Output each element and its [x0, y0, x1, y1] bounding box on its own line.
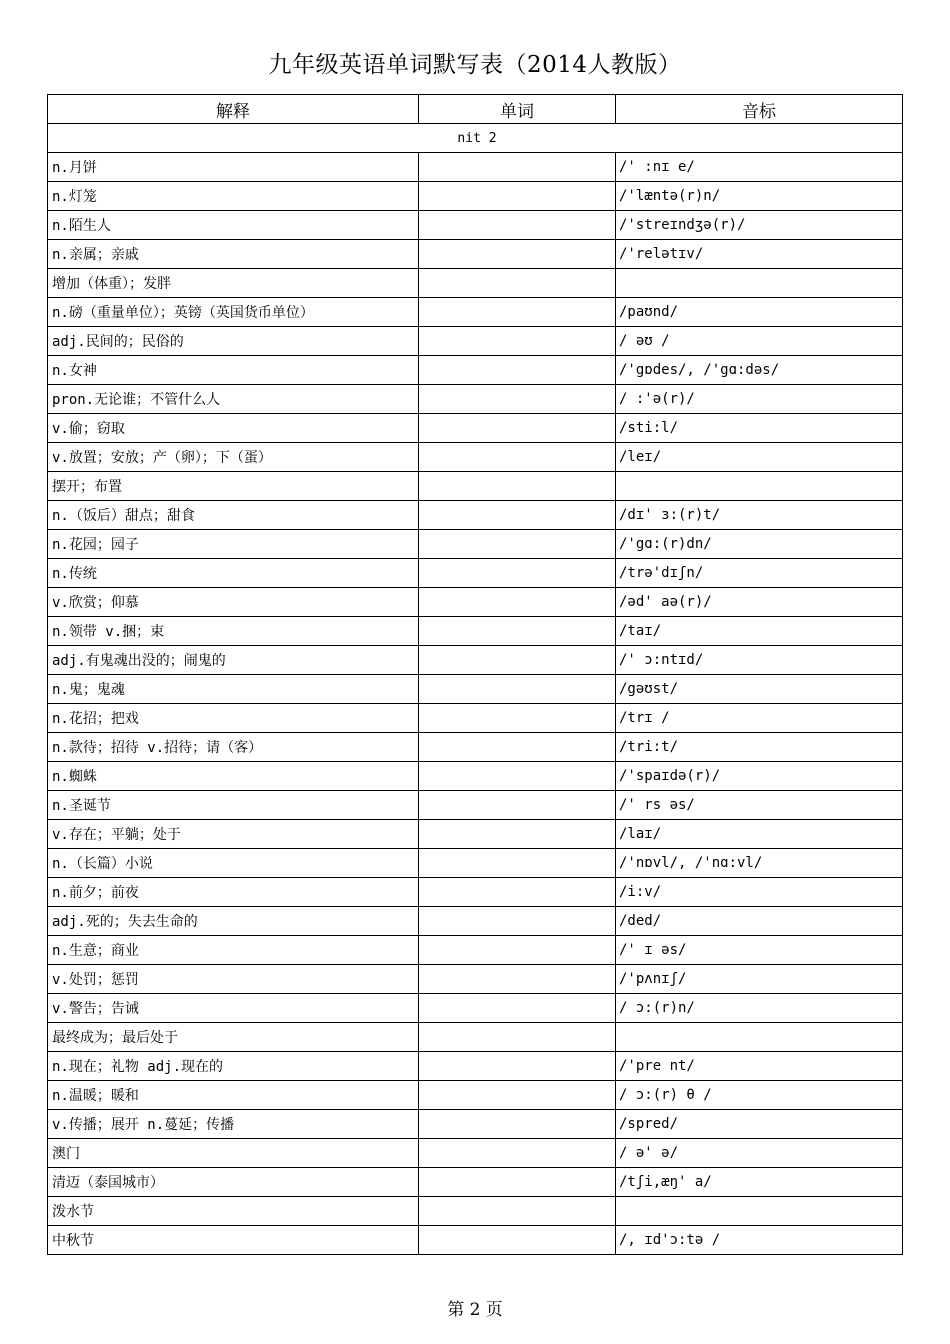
meaning-cell: n.花招；把戏	[48, 704, 419, 733]
word-cell[interactable]	[419, 1081, 616, 1110]
table-row	[48, 791, 903, 820]
table-row	[48, 849, 903, 878]
word-cell[interactable]	[419, 588, 616, 617]
word-cell[interactable]	[419, 327, 616, 356]
table-row	[48, 762, 903, 791]
meaning-cell: n.陌生人	[48, 211, 419, 240]
phonetic-cell: /'pre nt/	[616, 1052, 903, 1081]
meaning-cell: adj.有鬼魂出没的；闹鬼的	[48, 646, 419, 675]
phonetic-cell: /'pʌnɪʃ/	[616, 965, 903, 994]
word-cell[interactable]	[419, 472, 616, 501]
meaning-cell: 清迈（泰国城市）	[48, 1168, 419, 1197]
meaning-cell: n.鬼；鬼魂	[48, 675, 419, 704]
table-row	[48, 1110, 903, 1139]
meaning-cell: n.亲属；亲戚	[48, 240, 419, 269]
table-row	[48, 559, 903, 588]
table-row	[48, 356, 903, 385]
table-row	[48, 153, 903, 182]
phonetic-cell	[616, 1197, 903, 1226]
table-row	[48, 878, 903, 907]
table-row	[48, 501, 903, 530]
word-cell[interactable]	[419, 965, 616, 994]
table-row	[48, 1139, 903, 1168]
word-cell[interactable]	[419, 1226, 616, 1255]
meaning-cell: n.月饼	[48, 153, 419, 182]
word-cell[interactable]	[419, 675, 616, 704]
phonetic-cell: /' ɔ:ntɪd/	[616, 646, 903, 675]
phonetic-cell: /əd' aə(r)/	[616, 588, 903, 617]
phonetic-cell: / ə' ə/	[616, 1139, 903, 1168]
meaning-cell: v.欣赏；仰慕	[48, 588, 419, 617]
word-cell[interactable]	[419, 1139, 616, 1168]
table-row	[48, 820, 903, 849]
word-cell[interactable]	[419, 530, 616, 559]
table-row	[48, 269, 903, 298]
table-row	[48, 1081, 903, 1110]
word-cell[interactable]	[419, 385, 616, 414]
phonetic-cell: /laɪ/	[616, 820, 903, 849]
word-cell[interactable]	[419, 559, 616, 588]
word-cell[interactable]	[419, 791, 616, 820]
meaning-cell: n.款待；招待 v.招待；请（客）	[48, 733, 419, 762]
meaning-cell: v.警告；告诫	[48, 994, 419, 1023]
phonetic-cell	[616, 472, 903, 501]
phonetic-cell: / :'ə(r)/	[616, 385, 903, 414]
table-row	[48, 588, 903, 617]
word-cell[interactable]	[419, 907, 616, 936]
header-row	[48, 95, 903, 124]
table-row	[48, 907, 903, 936]
word-cell[interactable]	[419, 1197, 616, 1226]
phonetic-cell: /'læntə(r)n/	[616, 182, 903, 211]
meaning-cell: adj.死的；失去生命的	[48, 907, 419, 936]
table-row	[48, 675, 903, 704]
word-cell[interactable]	[419, 994, 616, 1023]
meaning-cell: v.偷；窃取	[48, 414, 419, 443]
meaning-cell: n.领带 v.捆；束	[48, 617, 419, 646]
phonetic-cell: /dɪ' ɜ:(r)t/	[616, 501, 903, 530]
meaning-cell: n.灯笼	[48, 182, 419, 211]
phonetic-cell: /leɪ/	[616, 443, 903, 472]
word-cell[interactable]	[419, 936, 616, 965]
vocabulary-table	[47, 94, 903, 1255]
word-cell[interactable]	[419, 182, 616, 211]
phonetic-cell: /ded/	[616, 907, 903, 936]
header-word: 单词	[419, 95, 616, 124]
word-cell[interactable]	[419, 704, 616, 733]
table-row	[48, 240, 903, 269]
meaning-cell: 中秋节	[48, 1226, 419, 1255]
phonetic-cell: /'gɑ:(r)dn/	[616, 530, 903, 559]
meaning-cell: n.（长篇）小说	[48, 849, 419, 878]
word-cell[interactable]	[419, 153, 616, 182]
table-row	[48, 385, 903, 414]
phonetic-cell: /'spaɪdə(r)/	[616, 762, 903, 791]
phonetic-cell: /i:v/	[616, 878, 903, 907]
meaning-cell: n.前夕；前夜	[48, 878, 419, 907]
meaning-cell: v.处罚；惩罚	[48, 965, 419, 994]
meaning-cell: v.传播；展开 n.蔓延；传播	[48, 1110, 419, 1139]
phonetic-cell: /' :nɪ e/	[616, 153, 903, 182]
table-row	[48, 414, 903, 443]
word-cell[interactable]	[419, 1110, 616, 1139]
page-title: 九年级英语单词默写表（2014人教版）	[268, 52, 682, 78]
table-row	[48, 646, 903, 675]
meaning-cell: n.女神	[48, 356, 419, 385]
table-row	[48, 1168, 903, 1197]
table-row	[48, 617, 903, 646]
table-row	[48, 1197, 903, 1226]
word-cell[interactable]	[419, 1023, 616, 1052]
meaning-cell: n.花园；园子	[48, 530, 419, 559]
meaning-cell: n.传统	[48, 559, 419, 588]
word-cell[interactable]	[419, 414, 616, 443]
meaning-cell: n.现在；礼物 adj.现在的	[48, 1052, 419, 1081]
meaning-cell: n.生意；商业	[48, 936, 419, 965]
phonetic-cell: /gəʊst/	[616, 675, 903, 704]
meaning-cell: pron.无论谁；不管什么人	[48, 385, 419, 414]
table-row	[48, 733, 903, 762]
phonetic-cell: /'nɒvl/, /'nɑ:vl/	[616, 849, 903, 878]
meaning-cell: adj.民间的；民俗的	[48, 327, 419, 356]
phonetic-cell: / ɔ:(r) θ /	[616, 1081, 903, 1110]
phonetic-cell	[616, 269, 903, 298]
table-row	[48, 994, 903, 1023]
table-row	[48, 327, 903, 356]
meaning-cell: v.存在；平躺；处于	[48, 820, 419, 849]
phonetic-cell: /' ɪ əs/	[616, 936, 903, 965]
phonetic-cell: /trɪ /	[616, 704, 903, 733]
word-cell[interactable]	[419, 878, 616, 907]
word-cell[interactable]	[419, 240, 616, 269]
table-row	[48, 211, 903, 240]
table-row	[48, 965, 903, 994]
word-cell[interactable]	[419, 356, 616, 385]
phonetic-cell: /trə'dɪʃn/	[616, 559, 903, 588]
table-row	[48, 1023, 903, 1052]
table-row	[48, 530, 903, 559]
table-row	[48, 1226, 903, 1255]
meaning-cell: 增加（体重）；发胖	[48, 269, 419, 298]
meaning-cell: n.圣诞节	[48, 791, 419, 820]
phonetic-cell	[616, 1023, 903, 1052]
meaning-cell: n.蜘蛛	[48, 762, 419, 791]
phonetic-cell: /sti:l/	[616, 414, 903, 443]
phonetic-cell: / əʊ /	[616, 327, 903, 356]
word-cell[interactable]	[419, 820, 616, 849]
phonetic-cell: / ɔ:(r)n/	[616, 994, 903, 1023]
phonetic-cell: /'gɒdes/, /'gɑ:dəs/	[616, 356, 903, 385]
phonetic-cell: /taɪ/	[616, 617, 903, 646]
unit-label: nit 2	[48, 124, 903, 153]
phonetic-cell: /, ɪd'ɔ:tə /	[616, 1226, 903, 1255]
table-row	[48, 298, 903, 327]
meaning-cell: n.磅（重量单位）；英镑（英国货币单位）	[48, 298, 419, 327]
table-row	[48, 1052, 903, 1081]
header-phonetic: 音标	[616, 95, 903, 124]
phonetic-cell: /' rs əs/	[616, 791, 903, 820]
phonetic-cell: /'relətɪv/	[616, 240, 903, 269]
table-row	[48, 704, 903, 733]
phonetic-cell: /spred/	[616, 1110, 903, 1139]
word-cell[interactable]	[419, 298, 616, 327]
phonetic-cell: /paʊnd/	[616, 298, 903, 327]
word-cell[interactable]	[419, 646, 616, 675]
word-cell[interactable]	[419, 762, 616, 791]
word-cell[interactable]	[419, 443, 616, 472]
word-cell[interactable]	[419, 1168, 616, 1197]
word-cell[interactable]	[419, 733, 616, 762]
header-meaning: 解释	[48, 95, 419, 124]
phonetic-cell: /'streɪndʒə(r)/	[616, 211, 903, 240]
unit-row	[48, 124, 903, 153]
word-cell[interactable]	[419, 1052, 616, 1081]
word-cell[interactable]	[419, 211, 616, 240]
phonetic-cell: /tʃi,æŋ' a/	[616, 1168, 903, 1197]
word-cell[interactable]	[419, 617, 616, 646]
meaning-cell: n.温暖；暖和	[48, 1081, 419, 1110]
page-number: 第 2 页	[447, 1300, 503, 1320]
meaning-cell: n.（饭后）甜点；甜食	[48, 501, 419, 530]
table-row	[48, 936, 903, 965]
word-cell[interactable]	[419, 269, 616, 298]
table-row	[48, 443, 903, 472]
meaning-cell: 最终成为；最后处于	[48, 1023, 419, 1052]
word-cell[interactable]	[419, 849, 616, 878]
phonetic-cell: /tri:t/	[616, 733, 903, 762]
meaning-cell: v.放置；安放；产（卵）；下（蛋）	[48, 443, 419, 472]
meaning-cell: 泼水节	[48, 1197, 419, 1226]
table-row	[48, 182, 903, 211]
meaning-cell: 摆开；布置	[48, 472, 419, 501]
meaning-cell: 澳门	[48, 1139, 419, 1168]
word-cell[interactable]	[419, 501, 616, 530]
table-row	[48, 472, 903, 501]
